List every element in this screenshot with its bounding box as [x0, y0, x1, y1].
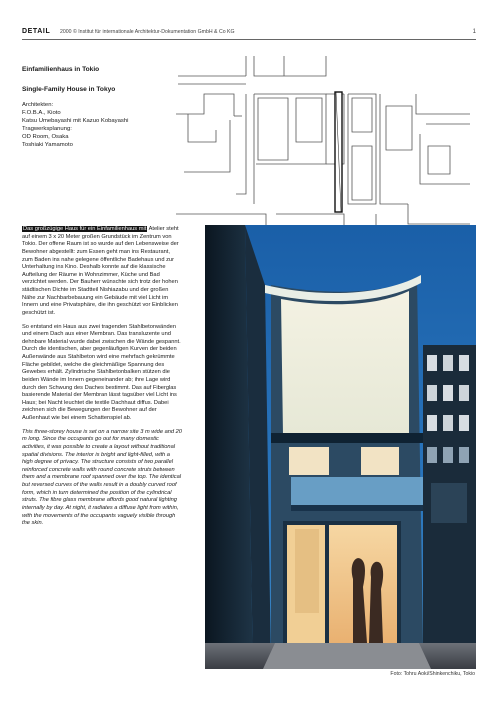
body-paragraph-de-1 — [22, 226, 182, 318]
credits-block — [22, 101, 172, 150]
body-paragraph-en: This three-storey house is set on a narrow site 3 m wide and 20 m long. Since the occupants go out for many domestic activities, it was possible to create a layout without traditional spatial divisions. The interior is bright and light-filled, with a high degree of privacy. The structure consists of two parallel reinforced concrete walls with round concrete struts between them and a membrane roof spanned over the top. The identical but reversed curves of the walls result in a doubly curved roof form, which in turn determined the position of the cylindrical struts. The fibre glass membrane affords good natural lighting internally by day. At night, it radiates a diffuse light from within, with the movements of the occupants vaguely visible through the skin. — [22, 428, 182, 527]
site-plan-drawing — [176, 54, 470, 240]
article-body — [22, 226, 182, 534]
credit-line: Tragwerksplanung: — [22, 126, 72, 133]
lead-highlight: Das großzügige Haus für ein Einfamilienhaus mit — [23, 226, 147, 232]
page-number: 1 — [472, 29, 476, 35]
house-photo — [205, 225, 476, 669]
credit-line: F.O.B.A., Kioto — [22, 110, 61, 117]
credit-line: Architekten: — [22, 102, 54, 108]
body-text-de-1: Atelier steht auf einem 3 x 20 Meter großen Grundstück im Zentrum von Tokio. Der offene Raum ist so wurde auf den Lebensweise der Bewohner abgestellt: zum Essen geht man ins Restaurant, zum Baden ins nahe gelegene öffentliche Badehaus und zur Unterhaltung ins Kino. Deshalb konnte auf die klassische Aufteilung der Räume in Wohnzimmer, Küche und Bad verzichtet werden. Der Bauherr wünschte sich trotz der hohen städtischen Dichte im Stadtteil Nishiazabu und der großen Nähe zur Nachbarbebauung ein Gebäude mit viel Licht im Innern und eine Privatsphäre, die ihn geschützt vor Einblicken geschützt ist. — [22, 226, 179, 316]
body-paragraph-de-2: So entstand ein Haus aus zwei tragenden Stahlbetonwänden und einem Dach aus einer Membran. Das transluzente und dehnbare Material wurde dabei zwischen die Wände gespannt. Durch die identischen, aber gegenläufigen Kurven der beiden Außenwände aus Stahlbeton wird eine mehrfach gekrümmte Fläche gebildet, welche die gleichmäßige Spannung des Gewebes erhält. Zylindrische Stahlbetonbalken stützen die beiden Wände im Innern gegeneinander ab; ihre Lage wird durch den Schwung des Daches bestimmt. Das auf Fiberglas basierende Material der Membran lässt tagsüber viel Licht ins Haus; bei Nacht leuchtet die textile Dachhaut diffus. Dabei zeichnen sich die Bewegungen der Bewohner auf der Außenhaut wie bei einem Schattenspiel ab. — [22, 323, 181, 421]
title-english: Single-Family House in Tokyo — [22, 86, 116, 93]
title-german: Einfamilienhaus in Tokio — [22, 66, 100, 73]
brand-logo: DETAIL — [22, 28, 51, 35]
header-rule — [22, 39, 476, 40]
photo-credit: Foto: Tohru Aoki/Shinkenchiku, Tokio — [390, 671, 475, 677]
header-copyright: 2000 © Institut für internationale Architektur-Dokumentation GmbH & Co KG — [60, 29, 235, 35]
credit-line: Toshiaki Yamamoto — [22, 142, 73, 149]
credit-line: OD Room, Osaka — [22, 134, 69, 141]
credit-line: Katsu Umebayashi mit Kazuo Kobayashi — [22, 118, 129, 125]
